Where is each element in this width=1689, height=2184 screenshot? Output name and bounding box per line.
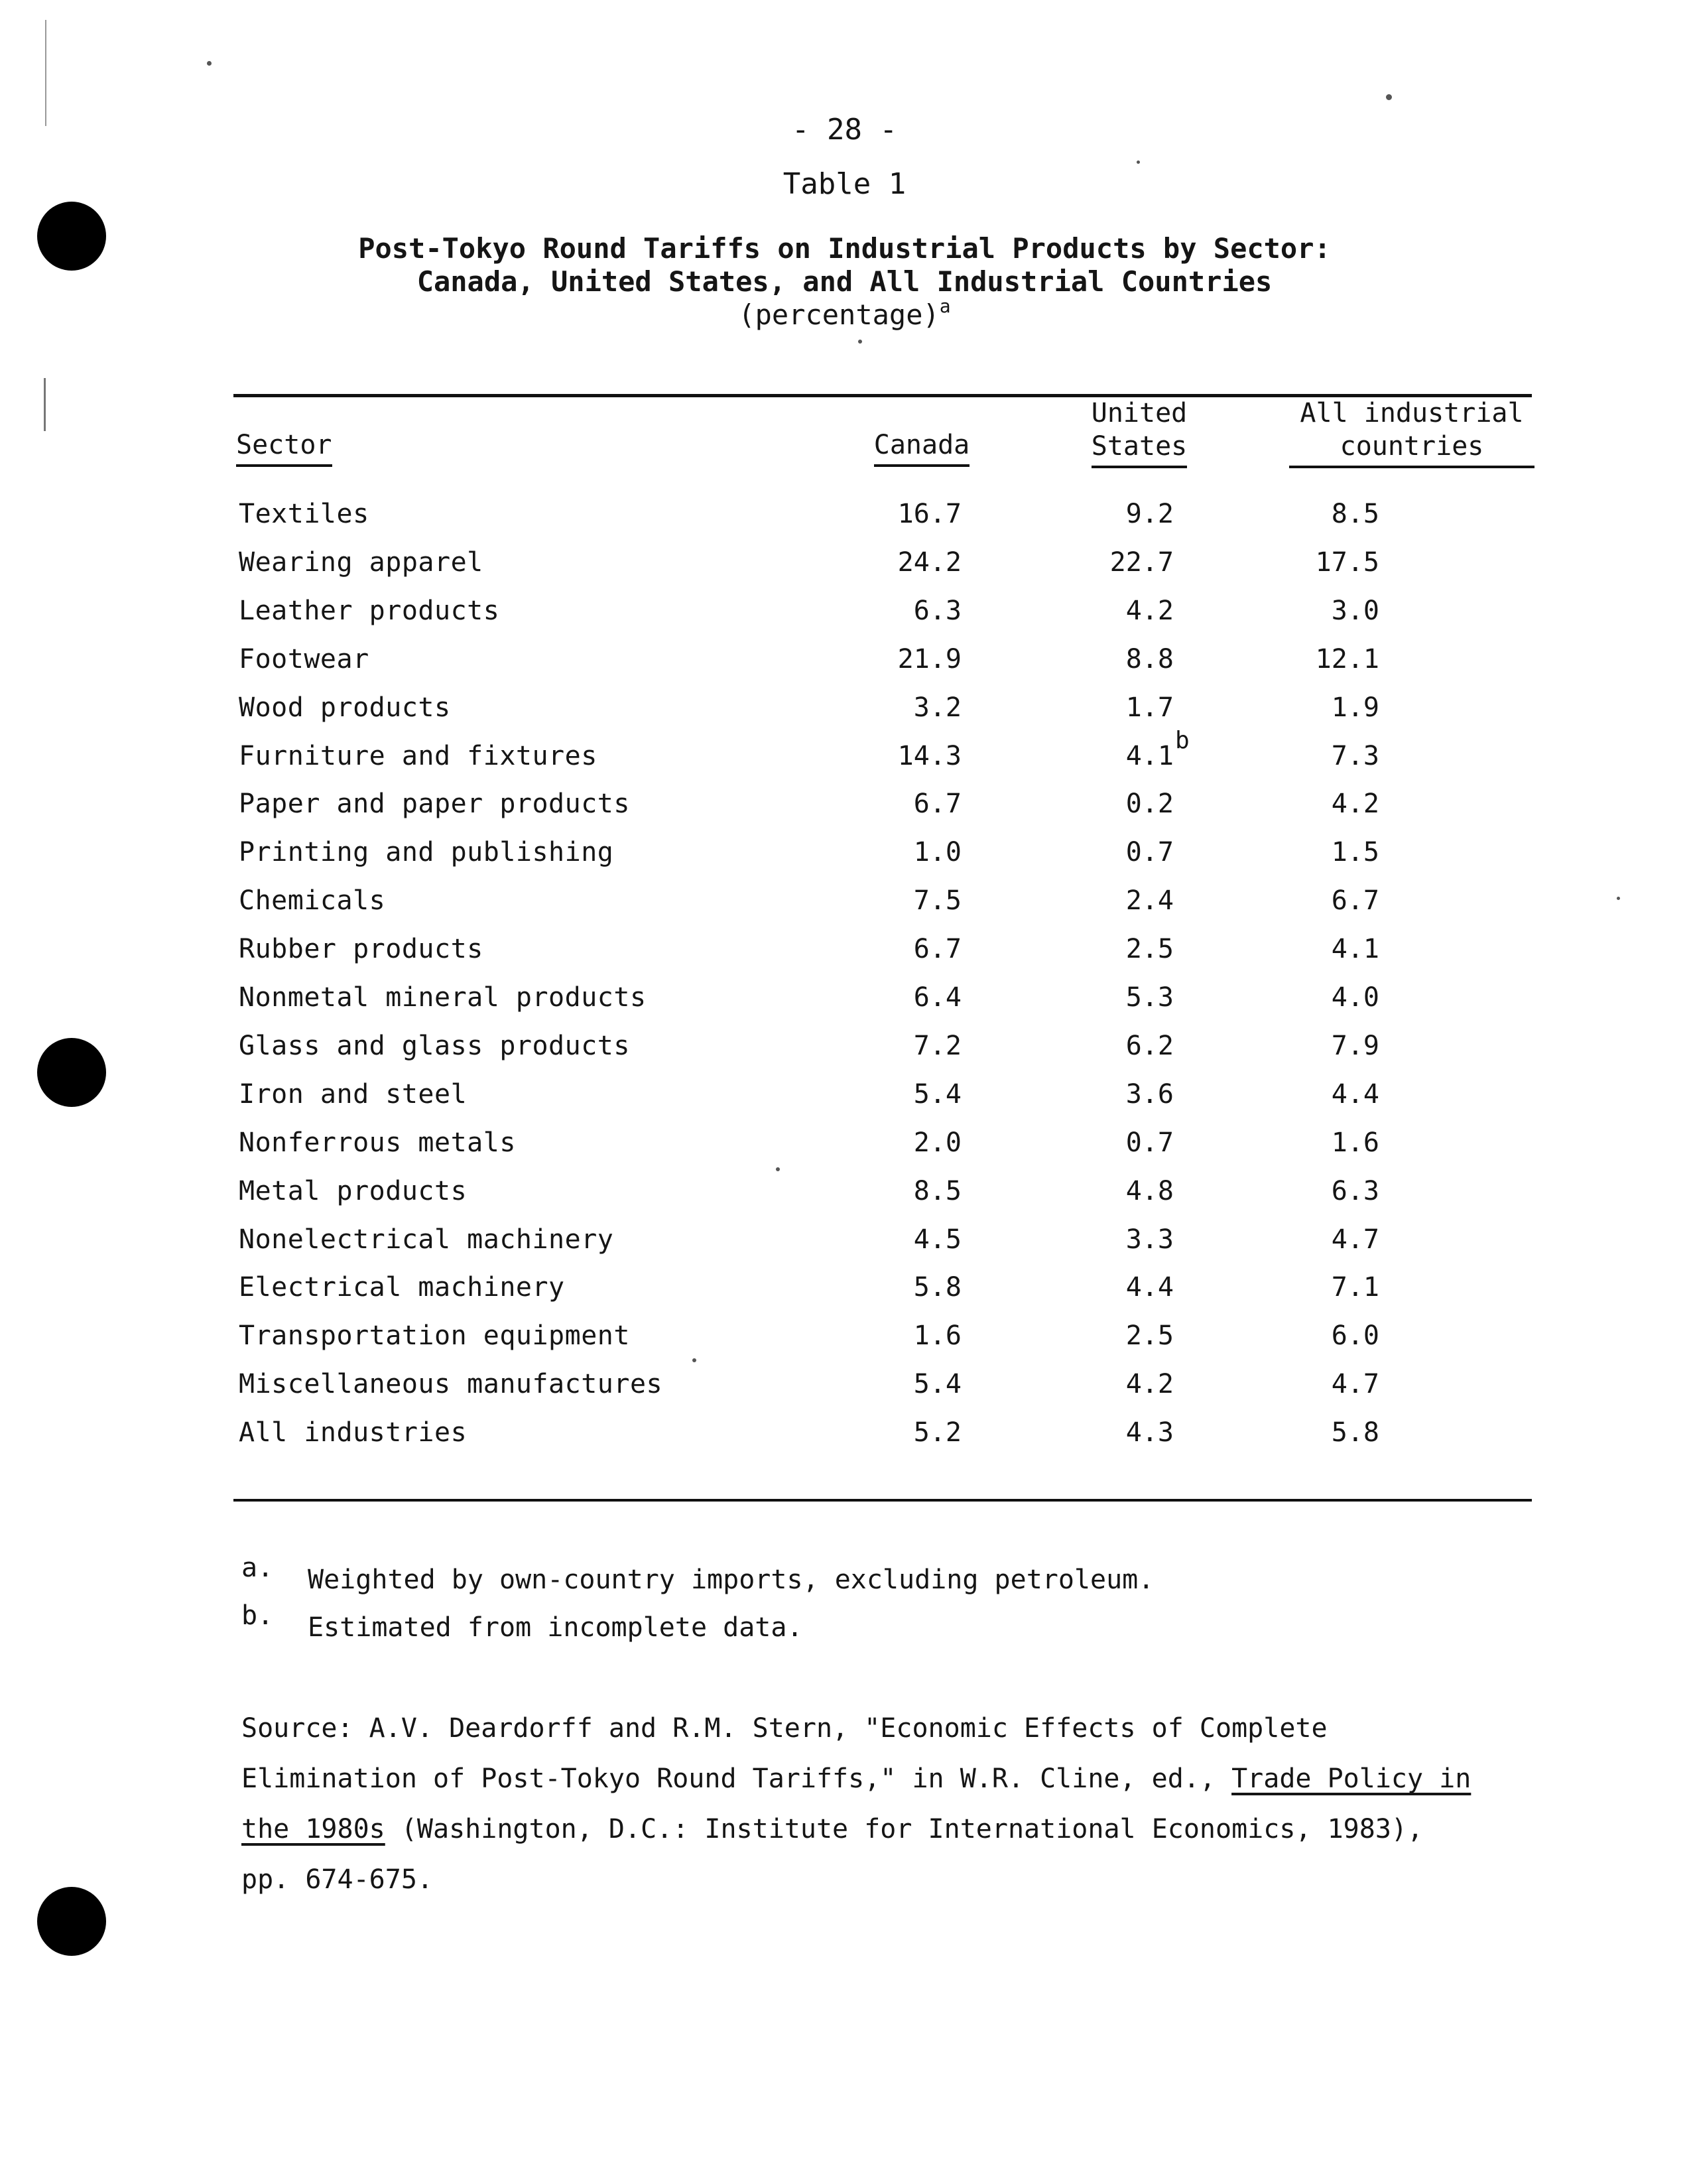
cell-all-industrial: 8.5 — [1331, 499, 1379, 529]
page-number: - 28 - — [792, 113, 897, 147]
cell-canada: 16.7 — [897, 499, 962, 529]
cell-canada: 6.7 — [913, 789, 962, 819]
cell-all-industrial: 4.7 — [1331, 1369, 1379, 1399]
cell-sector: Glass and glass products — [239, 1031, 630, 1061]
source-line-2 — [241, 1754, 1541, 1804]
cell-united-states-value: 4.2 — [1125, 596, 1174, 626]
table-row — [0, 789, 1689, 837]
cell-united-states-value: 9.2 — [1125, 499, 1174, 529]
cell-all-industrial: 12.1 — [1315, 644, 1379, 674]
table-row — [0, 1272, 1689, 1320]
cell-all-industrial: 6.7 — [1331, 885, 1379, 916]
cell-united-states-value: 4.3 — [1125, 1417, 1174, 1448]
column-header-all-line-1: All industrial — [1300, 398, 1524, 428]
cell-united-states — [1074, 499, 1174, 529]
column-header-united-states — [1073, 397, 1206, 468]
table-row — [0, 885, 1689, 934]
cell-united-states-value: 4.8 — [1125, 1176, 1174, 1206]
cell-sector: All industries — [239, 1417, 468, 1448]
source-line-1: Source: A.V. Deardorff and R.M. Stern, "Economic Effects of Complete — [241, 1713, 1328, 1744]
cell-footnote-mark: b — [1175, 727, 1190, 754]
cell-all-industrial: 4.1 — [1331, 934, 1379, 964]
column-header-all-line-2: countries — [1289, 430, 1534, 468]
cell-canada: 6.4 — [913, 982, 962, 1013]
cell-canada: 6.3 — [913, 596, 962, 626]
cell-united-states-value: 5.3 — [1125, 982, 1174, 1013]
cell-united-states — [1074, 1031, 1174, 1061]
table-bottom-rule — [233, 1499, 1532, 1502]
cell-united-states-value: 4.1 — [1125, 741, 1174, 771]
table-row — [0, 1176, 1689, 1224]
cell-sector: Nonmetal mineral products — [239, 982, 647, 1013]
title-line-2: Canada, United States, and All Industrial Countries — [416, 265, 1273, 298]
cell-sector: Textiles — [239, 499, 369, 529]
scan-speck — [207, 61, 212, 66]
cell-united-states — [1074, 885, 1174, 916]
column-header-all-industrial — [1289, 397, 1534, 468]
cell-all-industrial: 4.7 — [1331, 1224, 1379, 1255]
cell-united-states — [1074, 1127, 1174, 1158]
cell-all-industrial: 7.3 — [1331, 741, 1379, 771]
table-row — [0, 1320, 1689, 1369]
cell-sector: Metal products — [239, 1176, 468, 1206]
source-line-3-text: (Washington, D.C.: Institute for International Economics, 1983), — [385, 1814, 1424, 1844]
title-unit — [0, 295, 1689, 332]
cell-united-states — [1074, 644, 1174, 674]
cell-canada: 6.7 — [913, 934, 962, 964]
table-row — [0, 727, 1689, 789]
cell-united-states-value: 2.5 — [1125, 1320, 1174, 1351]
cell-united-states — [1074, 692, 1174, 723]
table-row — [0, 934, 1689, 982]
cell-all-industrial: 5.8 — [1331, 1417, 1379, 1448]
cell-all-industrial: 7.1 — [1331, 1272, 1379, 1303]
table-row — [0, 596, 1689, 644]
cell-canada: 3.2 — [913, 692, 962, 723]
cell-sector: Leather products — [239, 596, 500, 626]
source-citation — [241, 1703, 1541, 1905]
cell-canada: 4.5 — [913, 1224, 962, 1255]
footnote-text: Estimated from incomplete data. — [308, 1612, 803, 1643]
scan-speck — [44, 378, 46, 431]
cell-sector: Iron and steel — [239, 1079, 468, 1110]
footnote-mark: b. — [241, 1600, 274, 1631]
column-header-sector-label: Sector — [236, 428, 332, 467]
cell-sector: Paper and paper products — [239, 789, 630, 819]
table-row — [0, 837, 1689, 885]
cell-united-states — [1074, 837, 1174, 867]
cell-sector: Furniture and fixtures — [239, 741, 597, 771]
punch-hole — [37, 1887, 106, 1956]
source-line-4: pp. 674-675. — [241, 1864, 433, 1895]
cell-all-industrial: 1.9 — [1331, 692, 1379, 723]
cell-all-industrial: 3.0 — [1331, 596, 1379, 626]
source-line-3 — [241, 1804, 1541, 1854]
cell-canada: 1.6 — [913, 1320, 962, 1351]
cell-united-states — [1074, 547, 1174, 578]
footnote-text: Weighted by own-country imports, excluding petroleum. — [308, 1565, 1155, 1595]
cell-united-states — [1074, 1417, 1174, 1448]
cell-all-industrial: 1.5 — [1331, 837, 1379, 867]
cell-all-industrial: 6.0 — [1331, 1320, 1379, 1351]
cell-united-states — [1074, 1320, 1174, 1351]
title-line-1: Post-Tokyo Round Tariffs on Industrial Products by Sector: — [358, 232, 1331, 265]
cell-sector: Printing and publishing — [239, 837, 614, 867]
cell-canada: 2.0 — [913, 1127, 962, 1158]
cell-united-states-value: 2.4 — [1125, 885, 1174, 916]
scan-speck — [45, 20, 46, 126]
table-label: Table 1 — [782, 167, 907, 201]
table-row — [0, 644, 1689, 692]
cell-united-states — [1074, 596, 1174, 626]
scan-speck — [1386, 94, 1392, 100]
table-row — [0, 547, 1689, 596]
cell-canada: 21.9 — [897, 644, 962, 674]
table-row — [0, 1031, 1689, 1079]
cell-canada: 14.3 — [897, 741, 962, 771]
cell-united-states — [1074, 1224, 1174, 1255]
cell-united-states — [1074, 1079, 1174, 1110]
cell-all-industrial: 7.9 — [1331, 1031, 1379, 1061]
cell-united-states-value: 22.7 — [1109, 547, 1174, 578]
title-unit-text: (percentage) — [738, 298, 940, 331]
cell-canada: 7.2 — [913, 1031, 962, 1061]
cell-all-industrial: 1.6 — [1331, 1127, 1379, 1158]
footnote-mark: a. — [241, 1553, 274, 1583]
cell-sector: Chemicals — [239, 885, 386, 916]
cell-all-industrial: 4.2 — [1331, 789, 1379, 819]
cell-canada: 1.0 — [913, 837, 962, 867]
cell-canada: 7.5 — [913, 885, 962, 916]
cell-united-states-value: 4.4 — [1125, 1272, 1174, 1303]
cell-united-states-value: 1.7 — [1125, 692, 1174, 723]
cell-united-states-value: 0.7 — [1125, 837, 1174, 867]
cell-canada: 5.4 — [913, 1079, 962, 1110]
cell-united-states — [1074, 934, 1174, 964]
cell-united-states-value: 3.6 — [1125, 1079, 1174, 1110]
column-header-us-line-2: States — [1092, 430, 1188, 468]
column-header-canada — [862, 428, 981, 467]
cell-canada: 24.2 — [897, 547, 962, 578]
cell-united-states-value: 2.5 — [1125, 934, 1174, 964]
table-row — [0, 1417, 1689, 1466]
cell-sector: Rubber products — [239, 934, 483, 964]
source-book-title-part-2: the 1980s — [241, 1814, 385, 1844]
column-header-sector — [236, 428, 332, 467]
cell-sector: Wood products — [239, 692, 451, 723]
source-book-title-part-1: Trade Policy in — [1231, 1764, 1471, 1794]
scan-speck — [858, 340, 862, 344]
table-row — [0, 982, 1689, 1031]
cell-canada: 8.5 — [913, 1176, 962, 1206]
cell-sector: Transportation equipment — [239, 1320, 630, 1351]
cell-united-states-value: 6.2 — [1125, 1031, 1174, 1061]
cell-sector: Nonelectrical machinery — [239, 1224, 614, 1255]
cell-all-industrial: 4.4 — [1331, 1079, 1379, 1110]
source-line-2-text: Elimination of Post-Tokyo Round Tariffs," in W.R. Cline, ed., — [241, 1764, 1232, 1794]
table-row — [0, 499, 1689, 547]
table-row — [0, 1079, 1689, 1127]
table-row — [0, 1127, 1689, 1176]
cell-united-states — [1074, 1272, 1174, 1303]
cell-united-states-value: 8.8 — [1125, 644, 1174, 674]
cell-canada: 5.8 — [913, 1272, 962, 1303]
column-header-us-line-1: United — [1091, 398, 1188, 428]
cell-united-states — [1074, 1176, 1174, 1206]
cell-united-states — [1074, 1369, 1174, 1399]
table-row — [0, 692, 1689, 741]
table-row — [0, 1369, 1689, 1417]
table-title — [0, 232, 1689, 332]
cell-united-states-value: 0.7 — [1125, 1127, 1174, 1158]
cell-all-industrial: 17.5 — [1315, 547, 1379, 578]
cell-united-states — [1074, 727, 1190, 771]
cell-all-industrial: 6.3 — [1331, 1176, 1379, 1206]
cell-canada: 5.2 — [913, 1417, 962, 1448]
cell-united-states — [1074, 982, 1174, 1013]
scan-speck — [1137, 161, 1140, 164]
cell-sector: Electrical machinery — [239, 1272, 565, 1303]
cell-sector: Footwear — [239, 644, 369, 674]
cell-united-states-value: 0.2 — [1125, 789, 1174, 819]
cell-united-states-value: 4.2 — [1125, 1369, 1174, 1399]
cell-all-industrial: 4.0 — [1331, 982, 1379, 1013]
column-header-canada-label: Canada — [874, 428, 970, 467]
cell-united-states — [1074, 789, 1174, 819]
title-footnote-mark: a — [939, 295, 951, 317]
cell-sector: Miscellaneous manufactures — [239, 1369, 663, 1399]
cell-sector: Nonferrous metals — [239, 1127, 516, 1158]
cell-sector: Wearing apparel — [239, 547, 483, 578]
cell-united-states-value: 3.3 — [1125, 1224, 1174, 1255]
cell-canada: 5.4 — [913, 1369, 962, 1399]
table-row — [0, 1224, 1689, 1273]
